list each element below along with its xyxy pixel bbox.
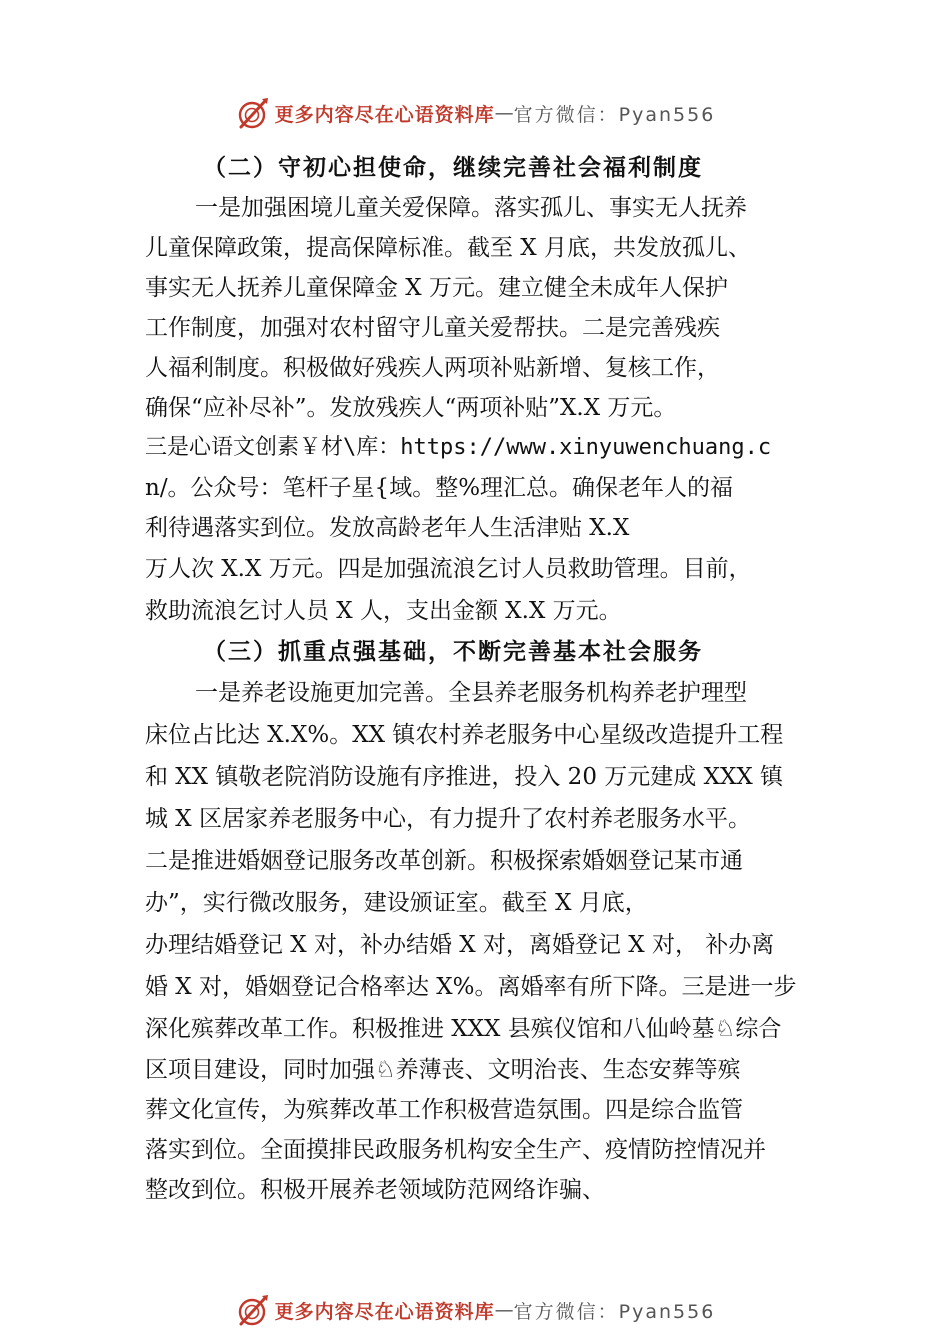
paragraph-line: 利待遇落实到位。发放高龄老年人生活津贴 X.X: [145, 515, 630, 541]
section-heading-2: （二）守初心担使命，继续完善社会福利制度: [203, 154, 703, 181]
paragraph-line: 事实无人抚养儿童保障金 X 万元。建立健全未成年人保护: [145, 275, 728, 301]
paragraph-line: 整改到位。积极开展养老领域防范网络诈骗、: [145, 1177, 605, 1203]
brush-logo-icon: [235, 1292, 271, 1328]
paragraph-line: 确保“应补尽补”。发放残疾人“两项补贴”X.X 万元。: [145, 395, 677, 421]
paragraph-line: 床位占比达 X.X%。XX 镇农村养老服务中心星级改造提升工程: [145, 722, 784, 748]
paragraph-line: n/。公众号：笔杆子星{域。整%理汇总。确保老年人的福: [145, 475, 734, 501]
header-banner: [0, 93, 950, 133]
banner-dash: —: [494, 102, 514, 124]
paragraph-line: 办”，实行微改服务，建设颁证室。截至 X 月底，: [145, 890, 648, 916]
banner-wechat-text: 官方微信：Pyan556: [513, 1300, 716, 1323]
paragraph-line: 办理结婚登记 X 对，补办结婚 X 对，离婚登记 X 对， 补办离: [145, 932, 775, 958]
brush-logo-icon: [235, 95, 271, 131]
paragraph-line: 城 X 区居家养老服务中心，有力提升了农村养老服务水平。: [145, 806, 751, 832]
banner-site-text: 更多内容尽在心语资料库: [274, 1300, 495, 1323]
paragraph-line: 婚 X 对，婚姻登记合格率达 X%。离婚率有所下降。三是进一步: [145, 974, 797, 1000]
paragraph-line: 区项目建设，同时加强♘养薄丧、文明治丧、生态安葬等殡: [145, 1057, 741, 1083]
paragraph-line: 一是加强困境儿童关爱保障。落实孤儿、事实无人抚养: [195, 195, 747, 221]
paragraph-line: 儿童保障政策，提高保障标准。截至 X 月底，共发放孤儿、: [145, 235, 751, 261]
paragraph-line: 深化殡葬改革工作。积极推进 XXX 县殡仪馆和八仙岭墓♘综合: [145, 1016, 782, 1042]
banner-site-text: 更多内容尽在心语资料库: [274, 103, 495, 126]
document-body: [145, 148, 833, 1210]
footer-banner: [0, 1290, 950, 1330]
paragraph-line: 二是推进婚姻登记服务改革创新。积极探索婚姻登记某市通: [145, 848, 743, 874]
paragraph-line: 人福利制度。积极做好残疾人两项补贴新增、复核工作，: [145, 355, 720, 381]
banner-dash: —: [494, 1299, 514, 1321]
section-heading-3: （三）抓重点强基础，不断完善基本社会服务: [203, 638, 703, 665]
paragraph-line: 一是养老设施更加完善。全县养老服务机构养老护理型: [195, 680, 747, 706]
paragraph-line: 和 XX 镇敬老院消防设施有序推进，投入 20 万元建成 XXX 镇: [145, 764, 784, 790]
paragraph-line: 三是心语文创素￥材\库：https://www.xinyuwenchuang.c: [145, 435, 772, 460]
paragraph-line: 葬文化宣传，为殡葬改革工作积极营造氛围。四是综合监管: [145, 1097, 743, 1123]
paragraph-line: 工作制度，加强对农村留守儿童关爱帮扶。二是完善残疾: [145, 315, 720, 341]
paragraph-line: 救助流浪乞讨人员 X 人，支出金额 X.X 万元。: [145, 598, 622, 624]
paragraph-line: 落实到位。全面摸排民政服务机构安全生产、疫情防控情况并: [145, 1137, 766, 1163]
banner-wechat-text: 官方微信：Pyan556: [513, 103, 716, 126]
paragraph-line: 万人次 X.X 万元。四是加强流浪乞讨人员救助管理。目前，: [145, 556, 752, 582]
